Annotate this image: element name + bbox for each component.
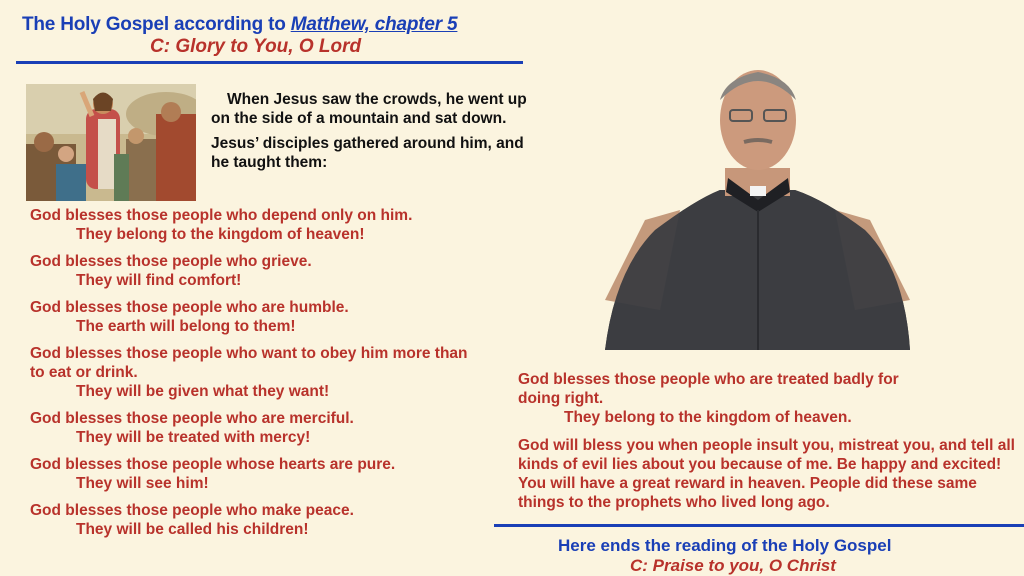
beatitude-line: God blesses those people who depend only on him. [30, 207, 413, 224]
beatitude [30, 206, 500, 244]
priest-photo [600, 60, 915, 350]
beatitude-line: God blesses those people who are humble. [30, 299, 349, 316]
intro-paragraph: Jesus’ disciples gathered around him, and he taught them: [211, 135, 524, 171]
beatitudes-right [518, 370, 1018, 521]
beatitude-promise: The earth will belong to them! [76, 318, 296, 335]
beatitude-line: God blesses those people who want to obey him more than to eat or drink. [30, 345, 468, 381]
beatitude-line: God blesses those people who are merciful. [30, 410, 354, 427]
chapter-link[interactable]: Matthew, chapter 5 [290, 14, 458, 35]
intro-text [211, 90, 531, 178]
beatitude [30, 298, 500, 336]
congregation-response-bottom: C: Praise to you, O Christ [630, 556, 836, 575]
beatitude-promise: They belong to the kingdom of heaven! [76, 226, 365, 243]
footer-divider [494, 524, 1024, 527]
beatitude-promise: They belong to the kingdom of heaven. [564, 409, 852, 426]
beatitude-promise: They will see him! [76, 475, 209, 492]
beatitudes-left [30, 206, 500, 547]
beatitude-promise: They will be called his children! [76, 521, 309, 538]
beatitude-promise: They will be given what they want! [76, 383, 330, 400]
closing-blessing: God will bless you when people insult you, mistreat you, and tell all kinds of evil lies about you because of me. Be happy and excited! You will have a great reward in heaven. People did these same things to the prophets who lived long ago. [518, 437, 1015, 511]
beatitude-promise: They will find comfort! [76, 272, 242, 289]
end-of-reading: Here ends the reading of the Holy Gospel [558, 536, 892, 555]
beatitude [518, 370, 918, 427]
sermon-on-the-mount-painting [26, 84, 196, 201]
beatitude-line: God blesses those people who grieve. [30, 253, 312, 270]
beatitude [30, 455, 500, 493]
beatitude-line: God blesses those people whose hearts are pure. [30, 456, 396, 473]
header-divider [16, 61, 523, 64]
title-prefix: The Holy Gospel according to [22, 14, 291, 35]
beatitude [30, 409, 500, 447]
beatitude [30, 344, 500, 401]
beatitude-line: God blesses those people who are treated badly for doing right. [518, 371, 899, 407]
congregation-response-top: C: Glory to You, O Lord [150, 36, 362, 57]
beatitude-line: God blesses those people who make peace. [30, 502, 354, 519]
intro-paragraph: When Jesus saw the crowds, he went up on the side of a mountain and sat down. [211, 91, 527, 127]
gospel-title [22, 14, 457, 36]
beatitude [30, 252, 500, 290]
beatitude-promise: They will be treated with mercy! [76, 429, 311, 446]
beatitude [30, 501, 500, 539]
